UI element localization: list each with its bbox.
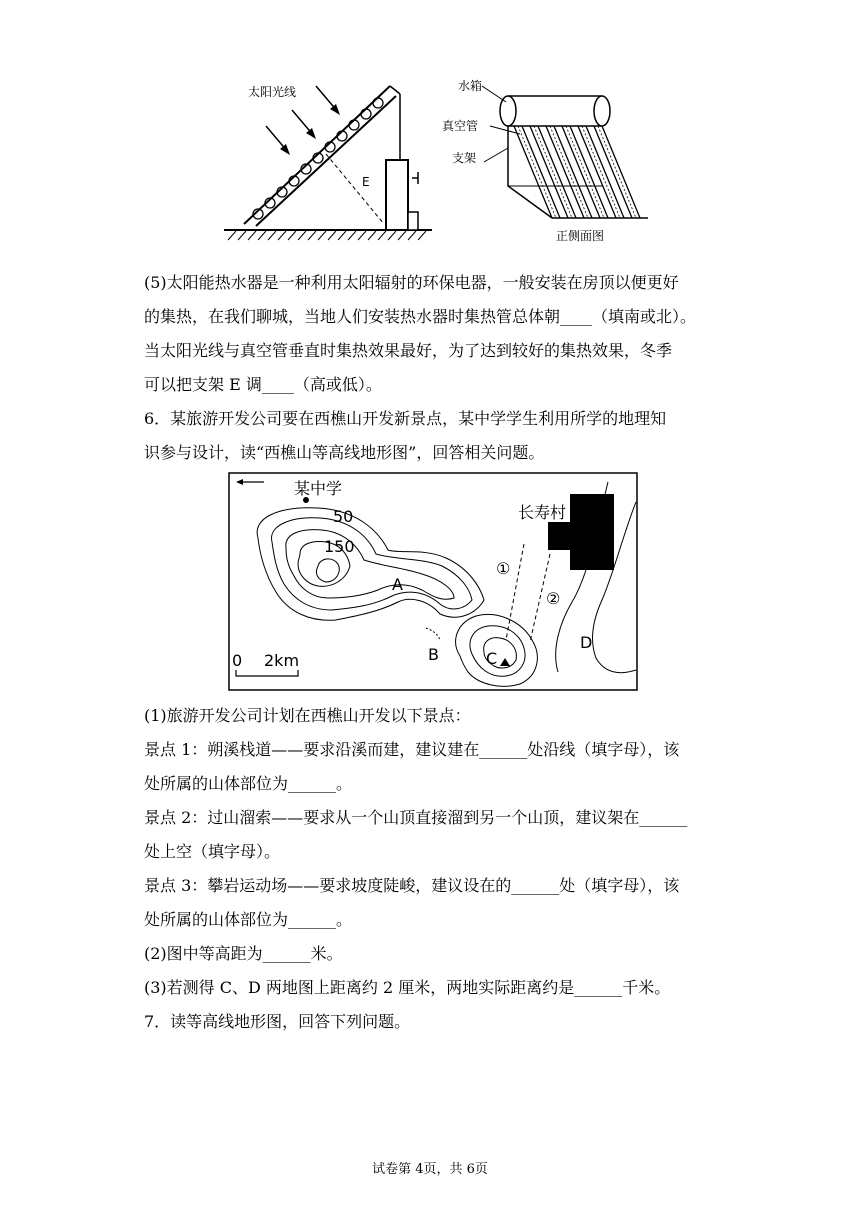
solar-heater-figure [222,74,658,254]
village-label: 长寿村 [518,503,567,522]
vacuum-tube-label: 真空管 [442,119,479,133]
contour-150-label: 150 [324,537,355,556]
scale-zero-label: 0 [232,651,243,670]
point-a-label: A [392,575,403,594]
text-line: (5)太阳能热水器是一种利用太阳辐射的环保电器，一般安装在房顶以便更好 [144,273,679,292]
text-line: (2)图中等高距为______米。 [144,944,343,963]
text-line: (3)若测得 C、D 两地图上距离约 2 厘米，两地实际距离约是______千米。 [144,978,671,997]
text-line: 7．读等高线地形图，回答下列问题。 [144,1012,411,1031]
text-line: 可以把支架 E 调____（高或低）。 [144,375,382,394]
page-footer: 试卷第 4页，共 6页 [372,1162,488,1177]
text-line: 当太阳光线与真空管垂直时集热效果最好，为了达到较好的集热效果，冬季 [144,341,673,360]
contour-50-label: 50 [333,507,354,526]
text-line: 识参与设计，读“西樵山等高线地形图”，回答相关问题。 [144,443,545,462]
point-b-label: B [428,645,439,664]
bracket-label: 支架 [452,151,477,165]
text-line: 的集热，在我们聊城，当地人们安装热水器时集热管总体朝____（填南或北）。 [144,307,697,326]
text-line: 6．某旅游开发公司要在西樵山开发新景点，某中学学生利用所学的地理知 [144,409,667,428]
route-2-label: ② [546,589,561,608]
e-label: E [362,175,370,189]
sunlight-label: 太阳光线 [248,85,297,99]
route-1-label: ① [496,559,511,578]
text-line: 景点 3：攀岩运动场——要求坡度陡峻，建议设在的______处（填字母），该 [144,876,680,895]
text-line: 景点 1：朔溪栈道——要求沿溪而建，建议建在______处沿线（填字母），该 [144,740,680,759]
text-line: (1)旅游开发公司计划在西樵山开发以下景点： [144,706,471,725]
point-d-label: D [580,633,593,652]
side-view-label: 正侧面图 [556,229,605,243]
water-tank-label: 水箱 [458,79,483,93]
text-line: 景点 2：过山溜索——要求从一个山顶直接溜到另一个山顶，建议架在______ [144,808,688,827]
scale-text-label: 2km [264,651,300,670]
school-label: 某中学 [294,479,343,498]
contour-map [228,472,638,694]
point-c-label: C [486,649,498,668]
text-line: 处所属的山体部位为______。 [144,774,353,793]
text-line: 处所属的山体部位为______。 [144,910,353,929]
text-line: 处上空（填字母）。 [144,842,281,861]
